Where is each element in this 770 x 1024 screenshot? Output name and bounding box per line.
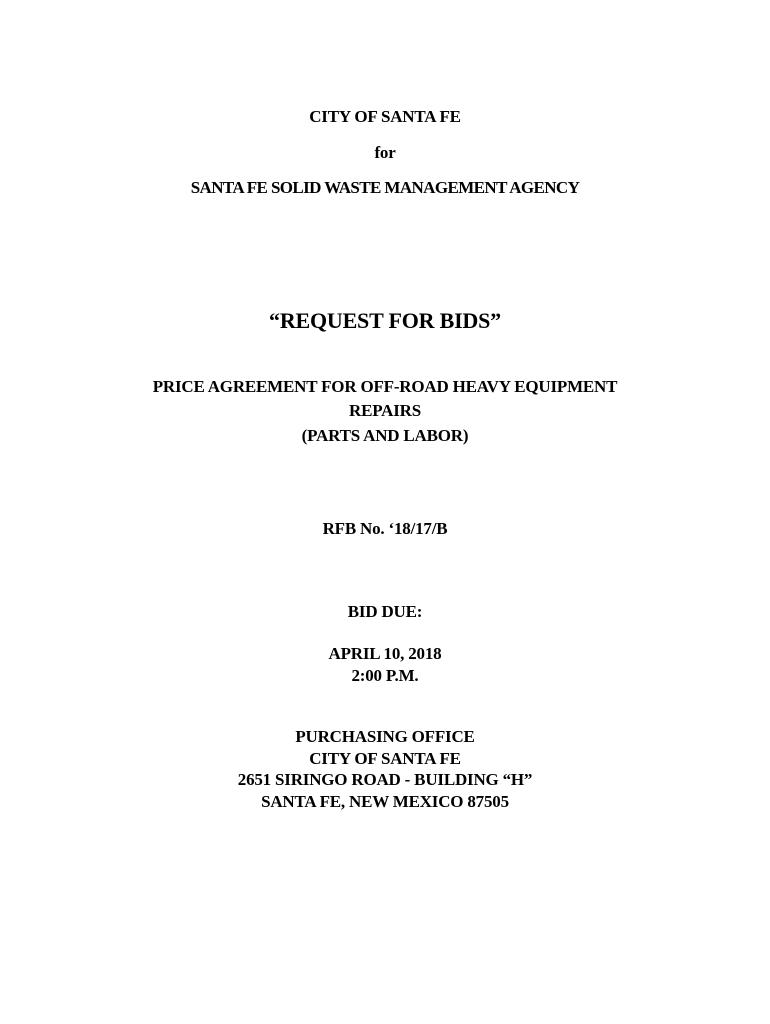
office-city: CITY OF SANTA FE bbox=[309, 749, 461, 768]
header-agency: SANTA FE SOLID WASTE MANAGEMENT AGENCY bbox=[190, 178, 580, 197]
office-city-state-zip: SANTA FE, NEW MEXICO 87505 bbox=[261, 792, 509, 811]
document-title: “REQUEST FOR BIDS” bbox=[269, 308, 501, 333]
bid-due-time: 2:00 P.M. bbox=[351, 666, 419, 685]
header-for: for bbox=[374, 143, 396, 162]
header-city: CITY OF SANTA FE bbox=[309, 107, 461, 126]
bid-due-date: APRIL 10, 2018 bbox=[328, 644, 442, 663]
office-name: PURCHASING OFFICE bbox=[295, 727, 475, 746]
bid-due-label: BID DUE: bbox=[347, 602, 423, 621]
office-street: 2651 SIRINGO ROAD - BUILDING “H” bbox=[237, 770, 533, 789]
subject-line-1: PRICE AGREEMENT FOR OFF-ROAD HEAVY EQUIPMENT bbox=[152, 377, 618, 396]
subject-line-2: REPAIRS bbox=[349, 401, 421, 420]
rfb-number: RFB No. ‘18/17/B bbox=[322, 519, 448, 538]
subject-line-3: (PARTS AND LABOR) bbox=[301, 426, 469, 445]
